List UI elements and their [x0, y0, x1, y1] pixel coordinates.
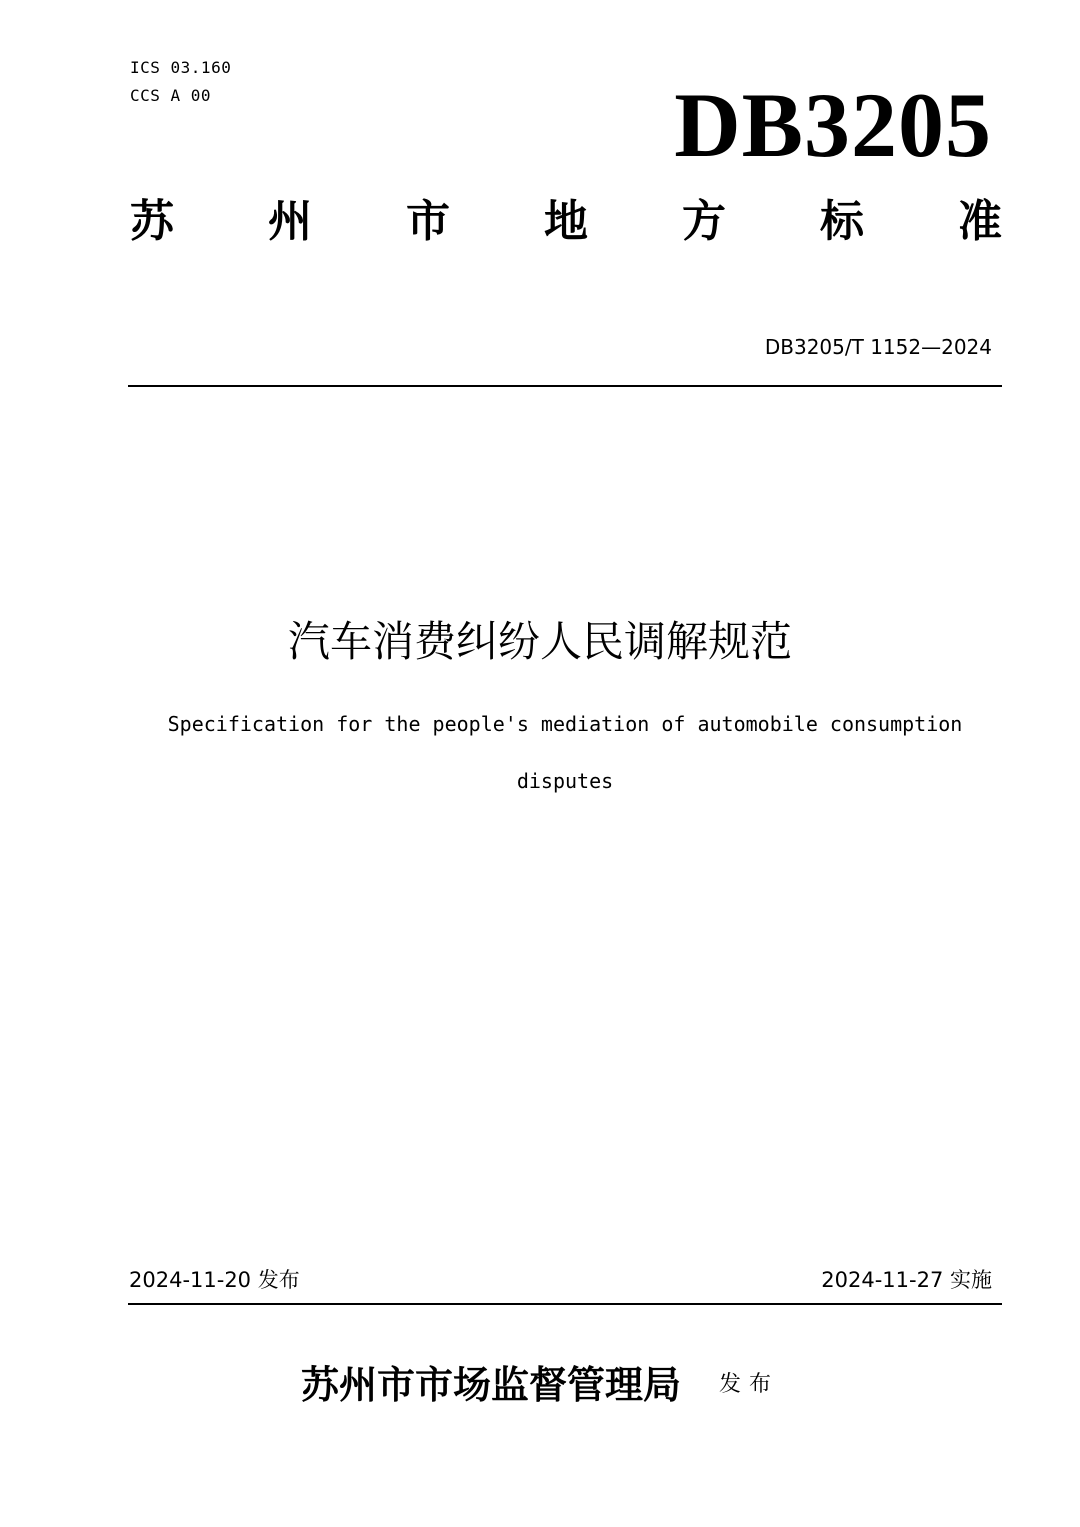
standard-number: DB3205/T 1152—2024: [764, 335, 992, 359]
local-standard-heading: [130, 185, 1002, 249]
classification-codes: [130, 54, 231, 110]
header-divider: [128, 385, 1002, 387]
implementation-date: 2024-11-27 实施: [821, 1268, 992, 1292]
ccs-code: CCS A 00: [130, 86, 212, 105]
local-standard-char: 准: [958, 196, 1002, 247]
title-english: Specification for the people's mediation of automobile consumption disputes: [167, 712, 963, 793]
local-standard-char: 标: [820, 196, 864, 247]
footer-divider: [128, 1303, 1002, 1305]
local-standard-char: 方: [682, 196, 726, 247]
issued-label: 发布: [719, 1372, 780, 1397]
ics-code: ICS 03.160: [130, 58, 232, 77]
publisher-line: [0, 1355, 1080, 1415]
db-mark: DB3205: [674, 74, 992, 176]
local-standard-char: 市: [406, 196, 450, 247]
local-standard-char: 苏: [130, 196, 174, 247]
issue-date: 2024-11-20 发布: [129, 1268, 300, 1292]
publisher-name: 苏州市市场监督管理局: [300, 1362, 681, 1407]
local-standard-char: 地: [544, 196, 588, 247]
title-chinese: 汽车消费纠纷人民调解规范: [287, 617, 792, 666]
local-standard-char: 州: [268, 196, 312, 247]
